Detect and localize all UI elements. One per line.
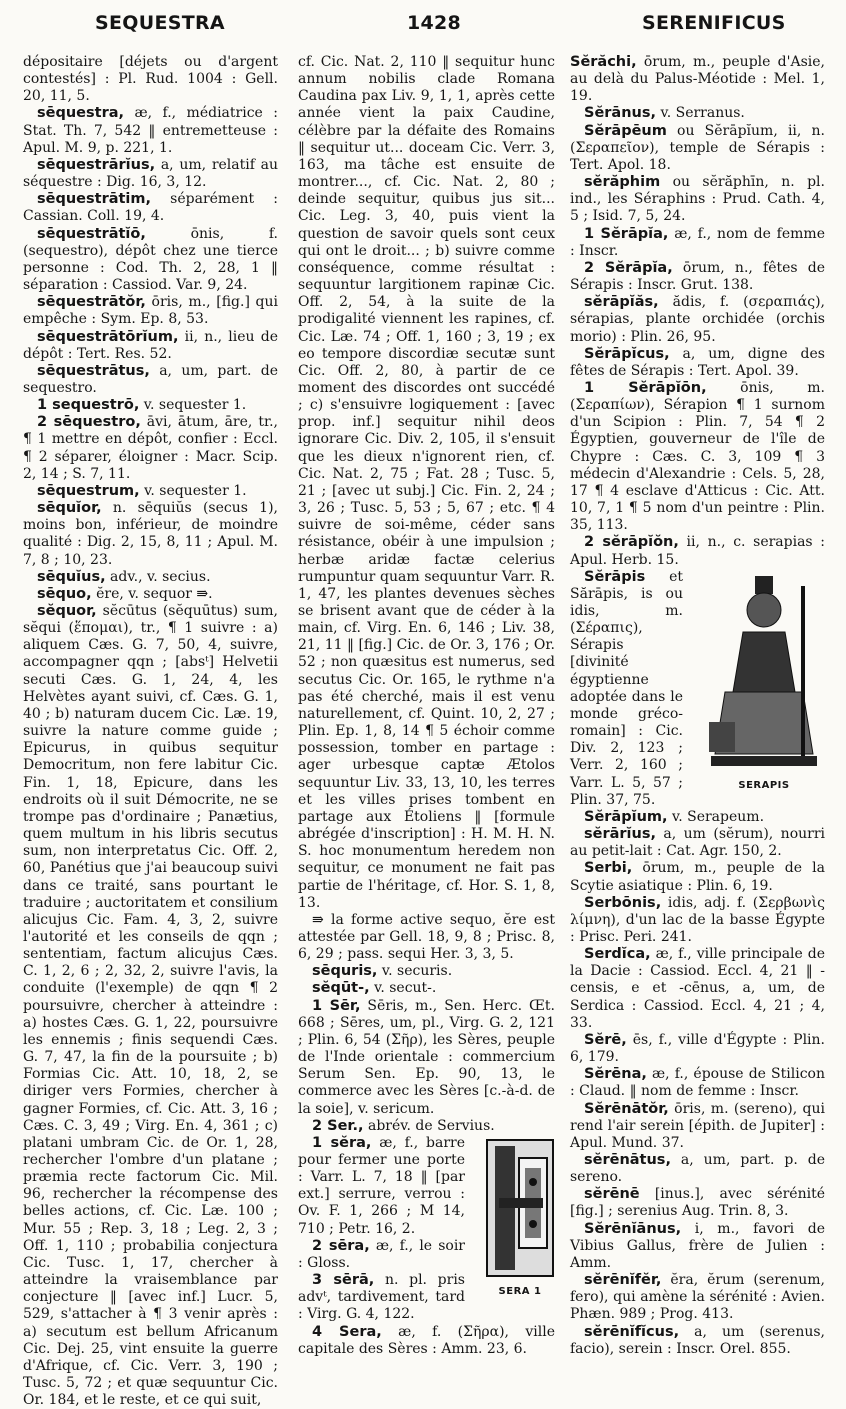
definition: æ, f., épouse de Stilicon : Claud. ‖ nom de femme : Inscr. [570, 1066, 825, 1100]
lock-illustration [485, 1138, 555, 1278]
definition: ōris, m., [fig.] qui empêche : Sym. Ep. 8, 53. [23, 294, 278, 328]
headword: Serbi, [584, 860, 633, 877]
headword: Sĕrēna, [584, 1066, 647, 1083]
headword: sēquestrātim, [37, 191, 152, 208]
headword: 2 Ser., [312, 1117, 364, 1134]
header-right-word: SERENIFICUS [642, 12, 786, 34]
dictionary-entry [570, 226, 825, 260]
dictionary-entry [570, 534, 825, 568]
definition: ēs, f., ville d'Égypte : Plin. 6, 179. [570, 1031, 825, 1066]
dictionary-entry [23, 157, 278, 191]
headword: 1 sĕra, [312, 1134, 372, 1151]
definition: v. secut-. [369, 980, 437, 997]
headword: 1 Sĕrāpĭa, [584, 225, 669, 242]
definition: v. Serapeum. [667, 808, 765, 825]
dictionary-entry [570, 380, 825, 534]
dictionary-entry [23, 226, 278, 295]
definition: ou Sĕrāpĭum, ii, n. (Σεραπεῖον), temple de Sérapis : Tert. Apol. 18. [570, 122, 825, 173]
dictionary-entry [23, 54, 278, 105]
definition: n. sēquiŭs (secus 1), moins bon, inférieur, de moindre qualité : Dig. 2, 15, 8, 11 ; Apul. M. 7, 8 ; 10, 23. [23, 500, 278, 568]
dictionary-entry [23, 603, 278, 1409]
headword: sĕrēnĭfĭcus, [584, 1323, 680, 1340]
definition: ōrum, n., fêtes de Sérapis : Inscr. Grut. 138. [570, 259, 825, 294]
definition: æ, f., le soir : Gloss. [298, 1237, 465, 1271]
definition: séparément : Cassian. Coll. 19, 4. [23, 191, 278, 225]
headword: Sĕrāpēum [584, 122, 667, 139]
definition: n. pl. pris advᵗ, tardivement, tard : Virg. G. 4, 122. [298, 1272, 465, 1323]
definition: a, um, digne des fêtes de Sérapis : Tert. Apol. 39. [570, 345, 825, 379]
definition: adv., v. secius. [105, 568, 211, 585]
headword: Sĕrăchi, [570, 54, 637, 70]
headword: sēquestrātĭō, [37, 225, 146, 242]
dictionary-entry [570, 946, 825, 1032]
headword: 1 sequestrō, [37, 397, 140, 414]
dictionary-entry [570, 895, 825, 946]
dictionary-entry [570, 54, 825, 105]
dictionary-entry [570, 1032, 825, 1066]
definition: v. securis. [377, 963, 453, 980]
definition: ōnis, m. (Σεραπίων), Sérapion ¶ 1 surnom d'un Scipion : Plin. 7, 54 ¶ 2 Égyptien, gouverneur de l'île de Chypre : Cæs. C. 3, 109 ¶ 3 médecin d'Alexandrie : Cels. 5, 28, 17 ¶ 4 esclave d'Atticus : Cic. Att. 10, 7, 1 ¶ 5 nom d'un peintre : Plin. 35, 113. [570, 379, 826, 534]
definition: ii, n., c. serapias : Apul. Herb. 15. [570, 534, 825, 568]
dictionary-entry [570, 174, 825, 225]
figure-caption: SERA 1 [498, 1286, 542, 1297]
headword: sēquestrātŏr, [37, 294, 146, 311]
definition: a, um (sĕrum), nourri au petit-lait : Cat. Agr. 150, 2. [570, 826, 825, 860]
definition: abrév. de Servius. [363, 1117, 495, 1134]
definition: Sēris, m., Sen. Herc. Œt. 668 ; Sēres, um, pl., Virg. G. 2, 121 ; Plin. 6, 54 (Σῆρ), les Sères, peuple de l'Inde orientale : commercium Serum Sen. Ep. 90, 13, le commerce avec les Sères [c.-à-d. de la soie], v. sericum. [298, 997, 555, 1117]
dictionary-entry [298, 1118, 555, 1135]
dictionary-entry [570, 1152, 825, 1186]
headword: sēquris, [312, 963, 378, 980]
dictionary-entry [570, 569, 825, 809]
dictionary-entry [570, 346, 825, 380]
dictionary-entry [23, 397, 278, 414]
dictionary-entry [570, 826, 825, 860]
headword: Sĕrānus, [584, 105, 656, 122]
definition: a, um (serenus, facio), serein : Inscr. Orel. 855. [570, 1323, 825, 1357]
definition: ōnis, f. (sequestro), dépôt chez une tierce personne : Cod. Th. 2, 28, 1 ‖ séparation : Cassiod. Var. 9, 24. [23, 225, 278, 294]
headword: 2 sēra, [312, 1237, 370, 1254]
headword: sēquestrātōrĭum, [37, 328, 179, 345]
dictionary-entry [570, 1324, 825, 1358]
headword: sēquestrum, [37, 482, 140, 499]
headword: Sĕrēnĭānus, [584, 1220, 682, 1237]
dictionary-entry [570, 260, 825, 294]
dictionary-entry [23, 105, 278, 156]
dictionary-entry [23, 500, 278, 569]
headword: Serdĭca, [584, 946, 651, 963]
headword: sēquĭor, [37, 500, 102, 517]
definition: sĕcūtus (sĕquūtus) sum, sĕqui (ἕπομαι), tr., ¶ 1 suivre : a) aliquem Cæs. G. 7, 50, 4, suivre, accompagner qqn ; [absᵗ] Helvetii secuti Cæs. G. 1, 24, 4, les Helvètes ayant suivi, cf. Cæs. G. 1, 40 ; b) naturam ducem Cic. Læ. 19, suivre la nature comme guide ; Epicurus, in quibus sequitur Democritum, non fere labitur Cic. Fin. 1, 18, Epicure, dans les endroits où il suit Démocrite, ne se trompe pas d'ordinaire ; Panætius, quem multum in his libris secutus sum, non interpretatus Cic. Off. 2, 60, Panétius que j'ai beaucoup suivi dans ce traité, sans pourtant le traduire ; auctoritatem et consilium alicujus Cic. Fam. 4, 3, 2, suivre l'autorité et les conseils de qqn ; sententiam, factum alicujus Cæs. C. 1, 2, 6 ; 2, 32, 2, suivre l'avis, la conduite (l'exemple) de qqn ¶ 2 poursuivre, chercher à atteindre : a) hostes Cæs. G. 1, 22, poursuivre les ennemis ; finis sequendi Cæs. G. 7, 47, la fin de la poursuite ; b) Formias Cic. Att. 10, 18, 2, se diriger vers Formies, chercher à gagner Formies, cf. Cic. Att. 3, 16 ; Cæs. C. 3, 49 ; Virg. En. 4, 361 ; c) platani umbram Cic. de Or. 1, 28, rechercher l'ombre d'un platane ; præmia recte factorum Cic. Mil. 96, rechercher la récompense des belles actions, cf. Cic. Læ. 100 ; Mur. 55 ; Rep. 3, 18 ; Leg. 2, 3 ; Off. 1, 110 ; probabilia conjectura Cic. Tusc. 1, 17, chercher à atteindre la vraisemblance par conjecture ‖ [avec inf.] Lucr. 5, 529, s'attacher à ¶ 3 venir après : a) secutum est bellum Africanum Cic. Dej. 25, vint ensuite la guerre d'Afrique, cf. Cic. Verr. 3, 190 ; Tusc. 5, 72 ; et quæ sequuntur Cic. Or. 184, et le reste, et ce qui suit, [23, 603, 278, 1409]
figure-caption: SERAPIS [738, 779, 790, 791]
definition: æ, f., médiatrice : Stat. Th. 7, 542 ‖ entremetteuse : Apul. M. 9, p. 221, 1. [23, 105, 278, 156]
headword: sĕrēnē [584, 1186, 640, 1203]
dictionary-entry [570, 1221, 825, 1272]
headword: 4 Sera, [312, 1323, 382, 1340]
headword: sēquĭus, [37, 568, 106, 585]
definition: v. sequester 1. [139, 397, 247, 414]
definition: ōris, m. (sereno), qui rend l'air serein [épith. de Jupiter] : Apul. Mund. 37. [570, 1100, 825, 1151]
figure-serapis [689, 572, 825, 794]
dictionary-entry [298, 963, 555, 980]
headword: sĕrārĭus, [584, 826, 656, 843]
dictionary-entry [23, 586, 278, 603]
dictionary-entry [23, 329, 278, 363]
headword: 2 Sĕrāpĭa, [584, 259, 673, 276]
headword: 2 sĕrāpĭŏn, [584, 534, 679, 551]
definition: idis, adj. f. (Σερβωνὶς λίμνη), d'un lac de la basse Égypte : Prisc. Peri. 241. [570, 894, 825, 945]
header-left-word: SEQUESTRA [95, 12, 225, 34]
dictionary-entry [298, 1324, 555, 1358]
definition: āvi, ātum, āre, tr., ¶ 1 mettre en dépôt, confier : Eccl. ¶ 2 séparer, éloigner : Macr. Scip. 2, 14 ; S. 7, 11. [23, 414, 278, 482]
definition: ou sĕrăphīn, n. pl. ind., les Séraphins : Prud. Cath. 4, 5 ; Isid. 7, 5, 24. [570, 174, 825, 225]
definition: ōrum, m., peuple d'Asie, au delà du Palus-Méotide : Mel. 1, 19. [570, 54, 825, 105]
definition: et Sărāpis, is ou idis, m. (Σέραπις), Sérapis [divinité égyptienne adoptée dans le monde gréco-romain] : Cic. Div. 2, 123 ; Verr. 2, 160 ; Varr. L. 5, 57 ; Plin. 37, 75. [570, 568, 683, 808]
dictionary-entry [570, 105, 825, 122]
headword: sēquestra, [37, 105, 125, 122]
figure-sera [471, 1138, 555, 1300]
definition: v. sequester 1. [139, 482, 247, 499]
dictionary-entry [570, 123, 825, 174]
dictionary-entry [570, 860, 825, 894]
headword: Sĕrāpĭum, [584, 808, 668, 825]
headword: sĕrăphim [584, 174, 661, 191]
running-header [0, 12, 846, 42]
dictionary-entry [23, 414, 278, 483]
headword: 2 sēquestro, [37, 414, 141, 431]
definition: æ, f., nom de femme : Inscr. [570, 225, 825, 259]
definition: i, m., favori de Vibius Gallus, frère de Julien : Amm. [570, 1220, 825, 1271]
dictionary-entry [23, 294, 278, 328]
definition: æ, f. (Σῆρα), ville capitale des Sères : Amm. 23, 6. [298, 1323, 556, 1357]
headword: Sĕrāpĭcus, [584, 345, 670, 362]
headword: Sĕrāpis [584, 568, 646, 585]
definition: cf. Cic. Nat. 2, 110 ‖ sequitur hunc annum nobilis clade Romana Caudina pax Liv. 9, 1, 1, après cette année vient la paix Caudine, célèbre par la défaite des Romains ‖ sequitur ut... doceam Cic. Verr. 3, 163, ma tâche est ensuite de montrer..., cf. Cic. Nat. 2, 80 ; deinde sequitur, quibus jus sit... Cic. Leg. 3, 40, puis vient la question de savoir quels sont ceux qui ont le droit... ; b) suivre comme conséquence, comme résultat : sequuntur largitionem rapinæ Cic. Off. 2, 54, à la suite de la prodigalité viennent les rapines, cf. Cic. Læ. 74 ; Off. 1, 160 ; 3, 19 ; ex eo tempore discordiæ secutæ sunt Cic. Off. 2, 80, à partir de ce moment des discordes ont succédé ; c) s'ensuivre logiquement : [avec prop. inf.] sequitur nihil deos ignorare Cic. Div. 2, 105, il s'ensuit que les dieux n'ignorent rien, cf. Cic. Nat. 2, 75 ; Fat. 28 ; Tusc. 5, 21 ; [avec ut subj.] Cic. Fin. 2, 24 ; 3, 26 ; Tusc. 5, 53 ; 5, 67 ; etc. ¶ 4 suivre de soi-même, céder sans résistance, obéir à une impulsion ; herbæ aridæ factæ celerius rumpuntur quam sequuntur Varr. R. 1, 47, les plantes devenues sèches se brisent avant que de céder à la main, cf. Virg. En. 6, 146 ; Liv. 38, 21, 11 ‖ [fig.] Cic. de Or. 3, 176 ; Or. 52 ; non quæsitus est numerus, sed secutus Cic. Or. 165, le rythme n'a pas été cherché, mais il est venu naturellement, cf. Quint. 10, 2, 27 ; Plin. Ep. 1, 8, 14 ¶ 5 échoir comme possession, tomber en partage : ager urbesque captæ Ætolos sequuntur Liv. 33, 13, 10, les terres et les villes prises tombent en partage aux Étoliens ‖ [formule abrégée d'inscription] : H. M. H. N. S. hoc monumentum heredem non sequitur, ce monument ne fait pas partie de l'héritage, cf. Hor. S. 1, 8, 13. [298, 54, 555, 911]
dictionary-entry [570, 1272, 825, 1323]
serapis-illustration [703, 572, 825, 772]
headword: Serbōnis, [584, 894, 662, 911]
definition: [inus.], avec sérénité [fig.] ; serenius Aug. Trin. 8, 3. [570, 1186, 825, 1220]
dictionary-entry [298, 912, 555, 963]
headword: sēquestrātus, [37, 362, 150, 379]
dictionary-entry [298, 998, 555, 1118]
definition: v. Serranus. [656, 105, 745, 122]
definition: ōrum, m., peuple de la Scytie asiatique : Plin. 6, 19. [570, 860, 825, 894]
definition: ii, n., lieu de dépôt : Tert. Res. 52. [23, 328, 278, 362]
headword: sĕquor, [37, 603, 97, 619]
definition: ădis, f. (σεραπιάς), sérapias, plante orchidée (orchis morio) : Plin. 26, 95. [570, 294, 825, 345]
definition: a, um, relatif au séquestre : Dig. 16, 3, 12. [23, 156, 278, 191]
definition: dépositaire [déjets ou d'argent contestés] : Pl. Rud. 1004 : Gell. 20, 11, 5. [23, 54, 278, 105]
definition: æ, f., barre pour fermer une porte : Varr. L. 7, 18 ‖ [par ext.] serrure, verrou : Ov. F. 1, 266 ; M 14, 710 ; Petr. 16, 2. [298, 1134, 465, 1237]
dictionary-entry [570, 1066, 825, 1100]
headword: Sĕrēnātŏr, [584, 1100, 669, 1117]
headword: 3 sērā, [312, 1272, 375, 1289]
headword: 1 Sēr, [312, 997, 361, 1014]
page-number: 1428 [407, 12, 462, 34]
dictionary-entry [570, 809, 825, 826]
headword: 1 Sĕrāpĭōn, [584, 379, 707, 396]
dictionary-entry [298, 980, 555, 997]
definition: ĕre, v. sequor ⇛. [91, 585, 213, 602]
column-1 [23, 54, 278, 1409]
column-3 [570, 54, 826, 1357]
dictionary-entry [570, 1101, 825, 1152]
headword: Sĕrē, [584, 1031, 627, 1048]
dictionary-entry [23, 483, 278, 500]
headword: sĕrēnĭfĕr, [584, 1272, 662, 1289]
definition: a, um, part. p. de sereno. [570, 1152, 825, 1186]
dictionary-entry [570, 294, 825, 345]
headword: sēquestrārĭus, [37, 156, 156, 173]
dictionary-entry [298, 54, 555, 912]
dictionary-entry [23, 363, 278, 397]
definition: ⇛ la forme active sequo, ĕre est attestée par Gell. 18, 9, 8 ; Prisc. 8, 6, 29 ; pass. sequi Her. 3, 3, 5. [298, 911, 555, 963]
dictionary-entry [23, 569, 278, 586]
definition: ĕra, ĕrum (serenum, fero), qui amène la sérénité : Avien. Phæn. 989 ; Prog. 413. [570, 1272, 825, 1323]
headword: sĕrēnātus, [584, 1152, 671, 1168]
dictionary-entry [570, 1186, 825, 1220]
definition: æ, f., ville principale de la Dacie : Cassiod. Eccl. 4, 21 ‖ -censis, e et -cēnus, a, um, de Serdica : Cassiod. Eccl. 4, 21 ; 4, 33. [570, 946, 825, 1031]
dictionary-entry [23, 191, 278, 225]
headword: sēquo, [37, 585, 92, 602]
column-2 [298, 54, 556, 1357]
definition: a, um, part. de sequestro. [23, 362, 278, 396]
headword: sĕrāpĭăs, [584, 294, 659, 311]
headword: sĕqūt-, [312, 980, 370, 997]
